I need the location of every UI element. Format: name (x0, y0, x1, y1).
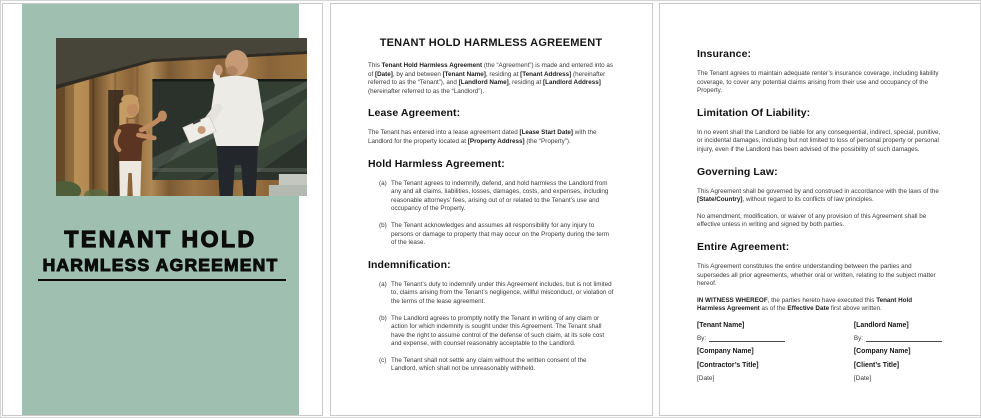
heading-indemnification: Indemnification: (368, 258, 451, 271)
list-text: The Tenant acknowledges and assumes all responsibility for any injury to persons or damage to property that may occur on the Property during the term of the lease. (391, 221, 610, 247)
list-marker: (a) (379, 280, 387, 288)
tenant-signature-column (697, 322, 854, 383)
witness-paragraph: IN WITNESS WHEREOF, the parties hereto have executed this Tenant Hold Harmless Agreement as of the Effective Date first above written. (697, 296, 913, 313)
tenant-by-row (697, 335, 854, 342)
paragraph: This Agreement shall be governed by and construed in accordance with the laws of the [State/Country], without regard to its conflicts of law principles. (697, 187, 939, 204)
landlord-company-placeholder: [Company Name] (853, 348, 911, 356)
landlord-date-placeholder: [Date] (853, 375, 872, 383)
list-marker: (c) (379, 356, 387, 364)
agreement-page-2[interactable] (659, 3, 981, 416)
signature-block (697, 322, 942, 383)
heading-hold-harmless-agreement: Hold Harmless Agreement: (368, 157, 505, 170)
list-marker: (a) (379, 179, 387, 187)
paragraph: This Agreement constitutes the entire understanding between the parties and supersedes all prior agreements, whether oral or written, relating to the subject matter hereof. (697, 262, 936, 288)
tenant-signature-line[interactable] (709, 336, 785, 342)
heading-entire-agreement: Entire Agreement: (697, 240, 790, 253)
heading-lease-agreement: Lease Agreement: (368, 107, 461, 120)
by-label: By: (697, 335, 707, 343)
list-text: The Landlord agrees to promptly notify the Tenant in writing of any claim or action for which indemnity is sought under this Agreement. The Tenant shall have the right to assume control of the defense of such claim, at its sole cost and expense, with counsel reasonably acceptable to the Landlord. (391, 314, 605, 348)
intro-paragraph: This Tenant Hold Harmless Agreement (the “Agreement”) is made and entered into as of [Date], by and between [Tenant Name], residing at [Tenant Address] (hereinafter referred to as the “Tenant”), and [Landlord Name], residing at [Landlord Address] (hereinafter referred to as the “Landlord”). (368, 62, 613, 95)
list-item (379, 315, 614, 349)
cover-green-panel (22, 4, 299, 415)
heading-governing-law: Governing Law: (697, 165, 778, 178)
list-marker: (b) (379, 314, 387, 322)
by-label: By: (853, 335, 863, 343)
cover-title-underline (38, 279, 286, 281)
client-title-placeholder: [Client’s Title] (853, 361, 900, 369)
document-title: TENANT HOLD HARMLESS AGREEMENT (379, 37, 603, 49)
landlord-signature-column (854, 322, 942, 383)
contractor-title-placeholder: [Contractor’s Title] (697, 361, 759, 369)
agreement-page-1[interactable] (330, 3, 653, 416)
list-text: The Tenant shall not settle any claim without the written consent of the Landlord, which shall not be unreasonably withheld. (391, 356, 587, 373)
landlord-signature-line[interactable] (866, 336, 942, 342)
cover-title-line2: HARMLESS AGREEMENT (42, 255, 279, 275)
paragraph: The Tenant has entered into a lease agreement dated [Lease Start Date] with the Landlord for the property located at [Property Address] (the “Property”). (368, 129, 597, 145)
cover-photo (56, 38, 307, 196)
heading-insurance: Insurance: (697, 48, 752, 60)
paragraph: The Tenant agrees to maintain adequate renter’s insurance coverage, including liability coverage, to cover any potential claims arising from their use and occupancy of the Property. (697, 70, 939, 95)
list-item (379, 222, 614, 248)
list-text: The Tenant agrees to indemnify, defend, and hold harmless the Landlord from any and all claims, liabilities, losses, damages, costs, and expenses, including reasonable attorneys’ fees, arising out of or related to the Tenant’s use and occupancy of the Property. (391, 179, 609, 213)
list-item (379, 357, 614, 374)
paragraph: In no event shall the Landlord be liable for any consequential, indirect, special, punitive, or incidental damages, including but not limited to loss of personal property or personal injury, even if the Landlord has been advised of the possibility of such damages. (697, 128, 941, 153)
list-text: The Tenant’s duty to indemnify under this Agreement includes, but is not limited to, claims arising from the Tenant’s negligence, willful misconduct, or violation of the terms of the lease agreement. (391, 280, 614, 305)
tenant-date-placeholder: [Date] (697, 375, 715, 383)
cover-page[interactable] (2, 3, 323, 416)
paragraph: No amendment, modification, or waiver of any provision of this Agreement shall be effective unless in writing and signed by both parties. (697, 212, 927, 229)
tenant-name-placeholder: [Tenant Name] (697, 321, 745, 329)
cover-title-line1: TENANT HOLD (64, 226, 257, 252)
landlord-name-placeholder: [Landlord Name] (853, 321, 909, 329)
list-marker: (b) (379, 221, 387, 229)
list-item (379, 281, 614, 307)
list-item (379, 180, 614, 214)
heading-limitation-of-liability: Limitation Of Liability: (697, 106, 811, 119)
landlord-by-row (854, 335, 942, 342)
tenant-company-placeholder: [Company Name] (697, 348, 754, 356)
